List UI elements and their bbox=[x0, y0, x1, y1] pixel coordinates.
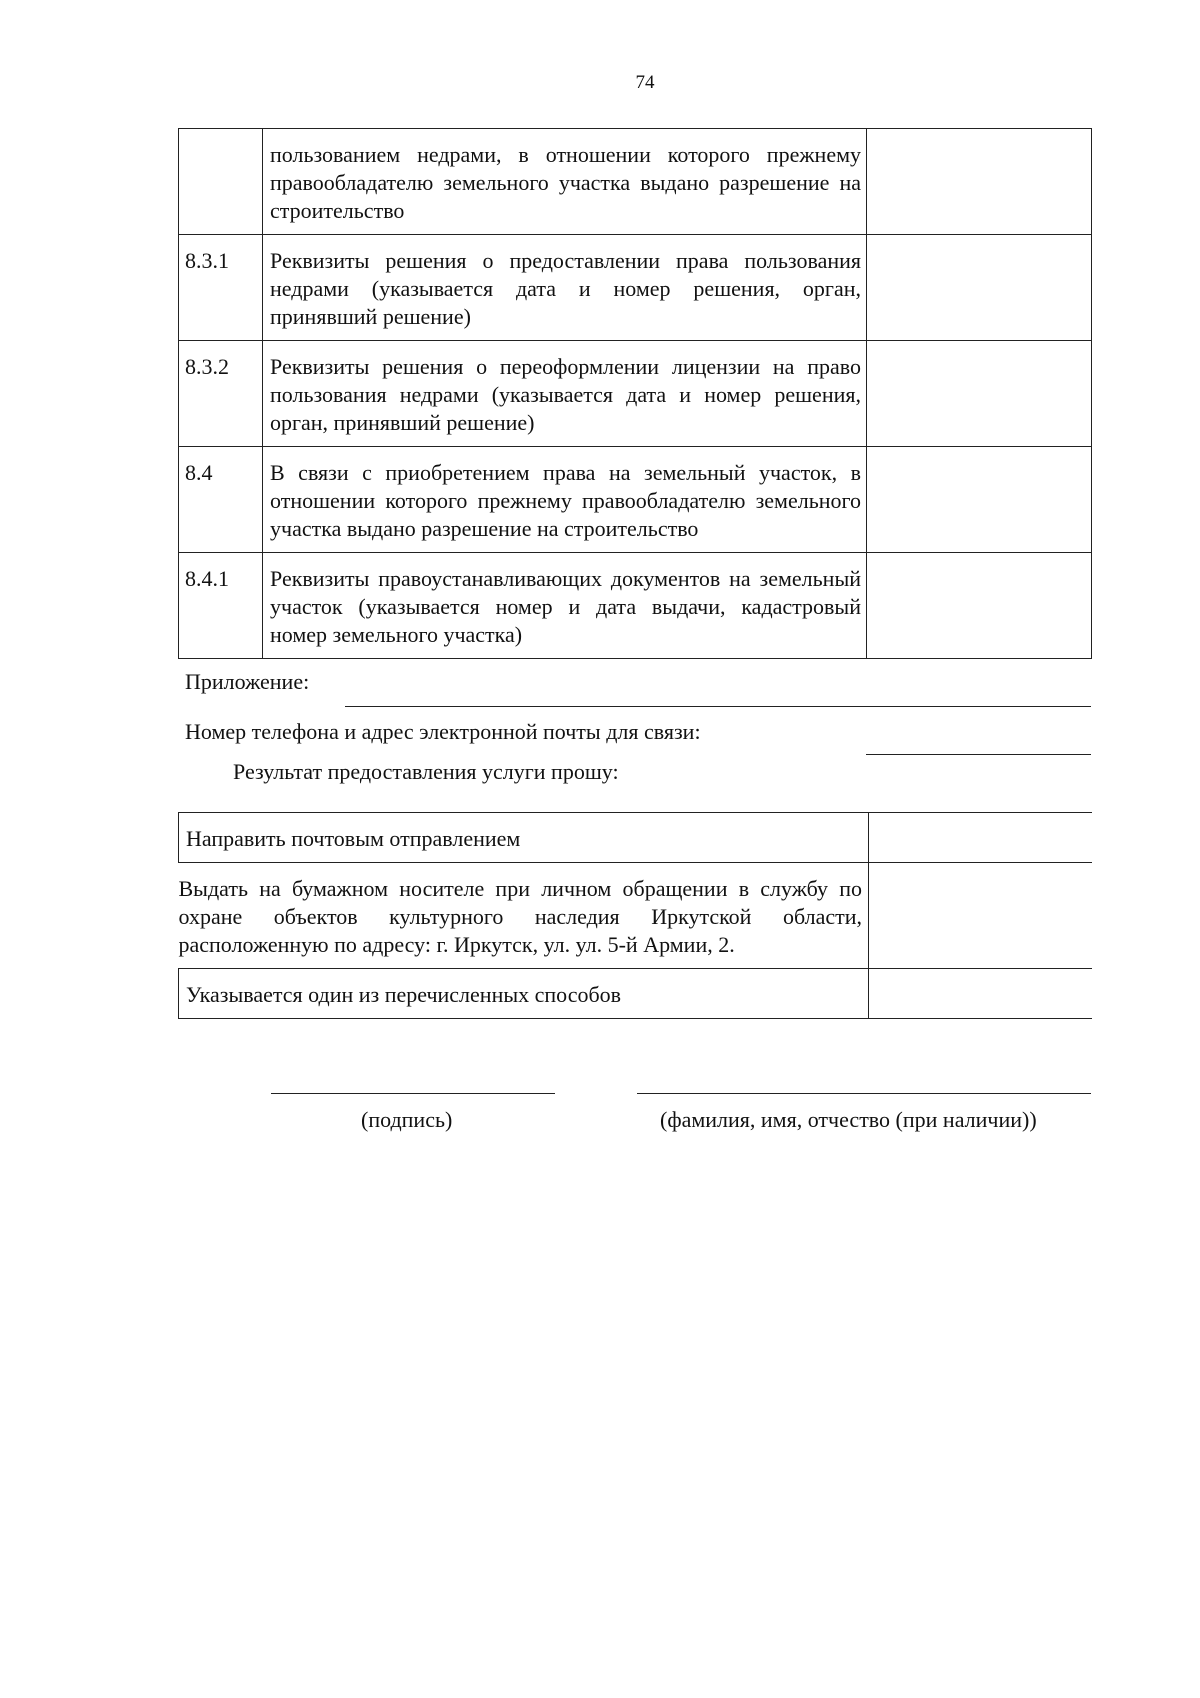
row-description: Реквизиты правоустанавливающих документов на земельный участок (указывается номер и дата выдачи, кадастровый номер земельного участка) bbox=[263, 553, 867, 659]
signature-line[interactable] bbox=[271, 1093, 555, 1094]
row-value-field[interactable] bbox=[867, 235, 1092, 341]
delivery-option-field[interactable] bbox=[869, 813, 1093, 863]
row-number: 8.4 bbox=[179, 447, 263, 553]
result-label: Результат предоставления услуги прошу: bbox=[233, 759, 619, 784]
row-number: 8.3.1 bbox=[179, 235, 263, 341]
full-name-caption: (фамилия, имя, отчество (при наличии)) bbox=[660, 1107, 1037, 1132]
full-name-line[interactable] bbox=[637, 1093, 1091, 1094]
row-value-field[interactable] bbox=[867, 447, 1092, 553]
delivery-option-text: Направить почтовым отправлением bbox=[179, 813, 869, 863]
row-number: 8.3.2 bbox=[179, 341, 263, 447]
row-number bbox=[179, 129, 263, 235]
row-description: В связи с приобретением права на земельный участок, в отношении которого прежнему правообладателю земельного участка выдано разрешение на строительство bbox=[263, 447, 867, 553]
result-delivery-table bbox=[178, 812, 1092, 1019]
row-value-field[interactable] bbox=[867, 341, 1092, 447]
delivery-option-text: Указывается один из перечисленных способов bbox=[179, 969, 869, 1019]
row-value-field[interactable] bbox=[867, 129, 1092, 235]
contact-input-line[interactable] bbox=[866, 754, 1091, 755]
table-row bbox=[179, 341, 1092, 447]
row-description: пользованием недрами, в отношении которого прежнему правообладателю земельного участка выдано разрешение на строительство bbox=[263, 129, 867, 235]
delivery-option-text: Выдать на бумажном носителе при личном обращении в службу по охране объектов культурного наследия Иркутской области, расположенную по адресу: г. Иркутск, ул. ул. 5-й Армии, 2. bbox=[179, 863, 869, 969]
row-description: Реквизиты решения о предоставлении права пользования недрами (указывается дата и номер решения, орган, принявший решение) bbox=[263, 235, 867, 341]
table-row bbox=[179, 969, 1093, 1019]
attachment-label: Приложение: bbox=[185, 669, 310, 694]
attachment-input-line[interactable] bbox=[345, 706, 1091, 707]
table-row bbox=[179, 863, 1093, 969]
table-row bbox=[179, 129, 1092, 235]
row-value-field[interactable] bbox=[867, 553, 1092, 659]
table-row bbox=[179, 813, 1093, 863]
row-number: 8.4.1 bbox=[179, 553, 263, 659]
page-number: 74 bbox=[635, 72, 655, 93]
signature-caption: (подпись) bbox=[361, 1107, 453, 1132]
table-row bbox=[179, 235, 1092, 341]
delivery-option-field[interactable] bbox=[869, 969, 1093, 1019]
table-row bbox=[179, 447, 1092, 553]
row-description: Реквизиты решения о переоформлении лицензии на право пользования недрами (указывается дата и номер решения, орган, принявший решение) bbox=[263, 341, 867, 447]
delivery-option-field[interactable] bbox=[869, 863, 1093, 969]
table-row bbox=[179, 553, 1092, 659]
contact-label: Номер телефона и адрес электронной почты для связи: bbox=[185, 719, 701, 744]
application-details-table bbox=[178, 128, 1092, 659]
